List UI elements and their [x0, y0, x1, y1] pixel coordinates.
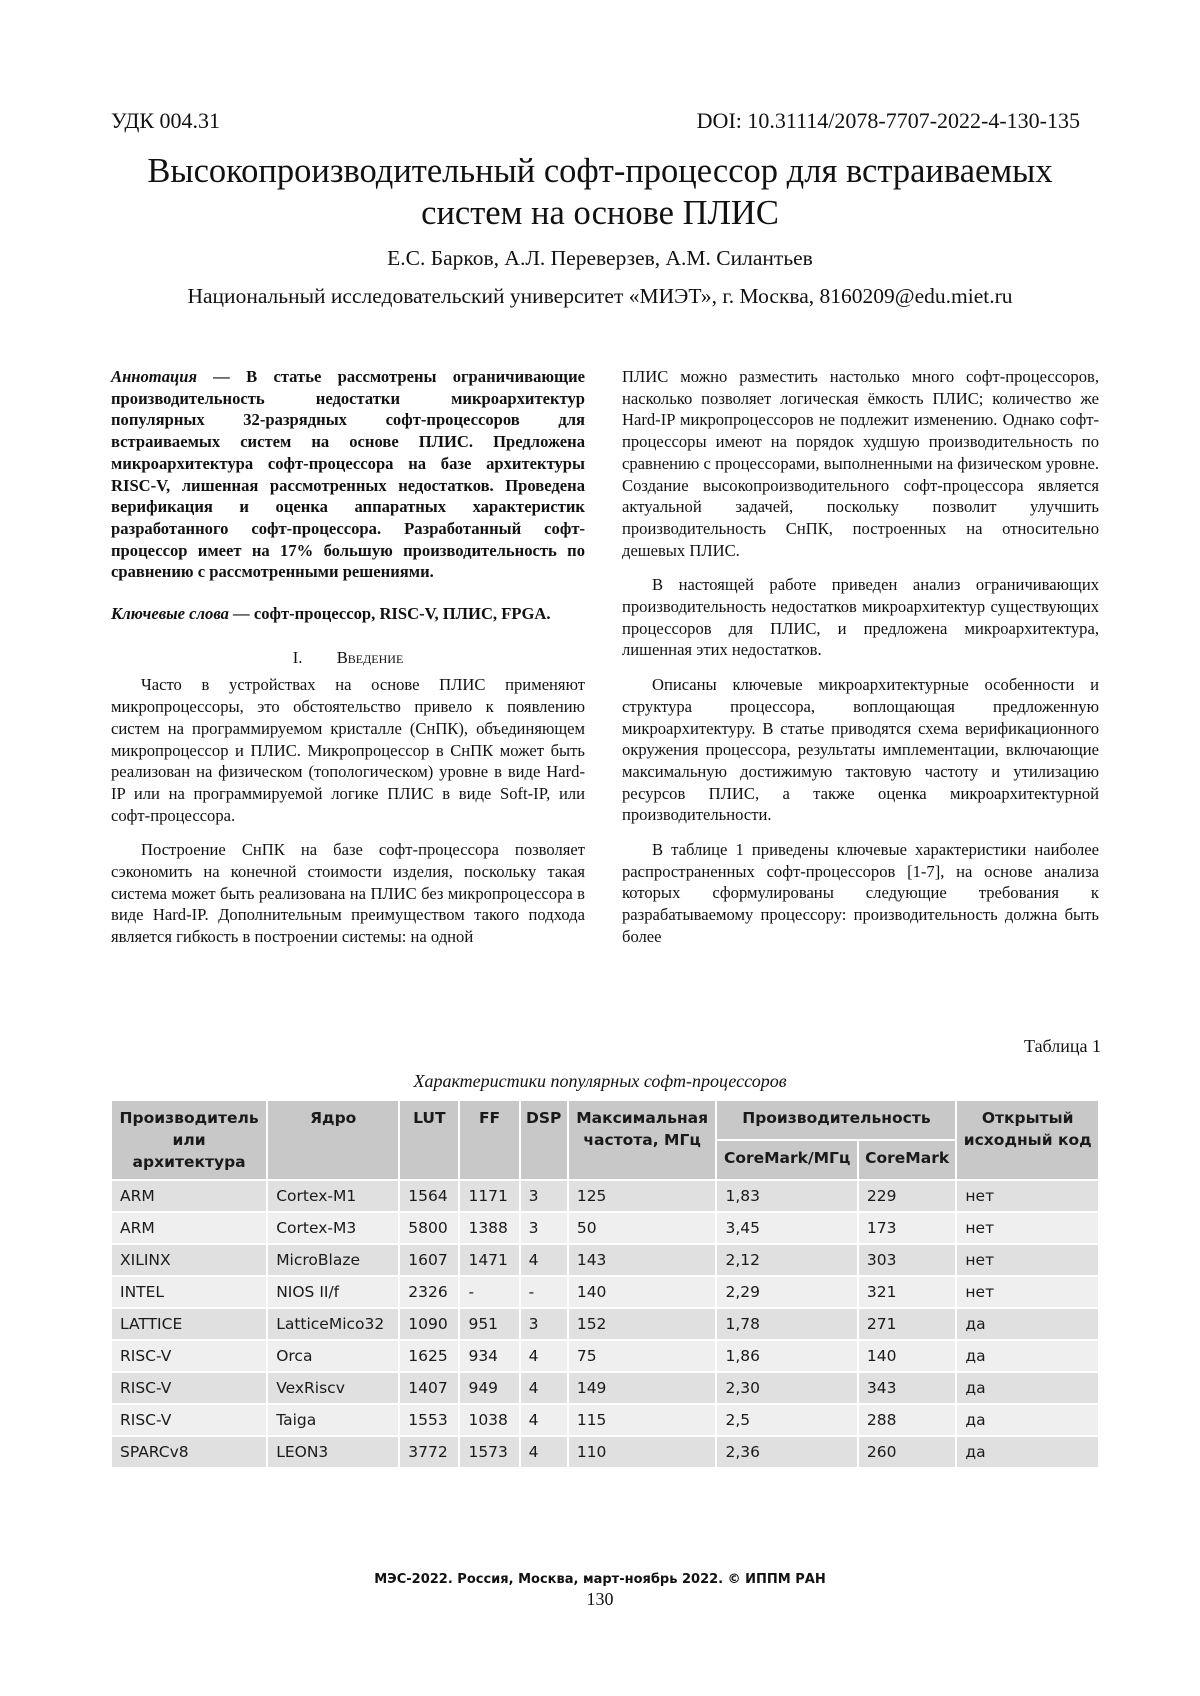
table-cell: 321 [858, 1276, 957, 1308]
table-row [111, 1308, 1099, 1340]
table-cell: RISC-V [111, 1372, 267, 1404]
table-cell: 1407 [399, 1372, 459, 1404]
header-lut: LUT [399, 1100, 459, 1180]
table-row [111, 1244, 1099, 1276]
table-cell: 152 [568, 1308, 717, 1340]
table-cell: да [956, 1372, 1099, 1404]
table-cell: 4 [520, 1244, 568, 1276]
table-cell: Cortex-M3 [267, 1212, 399, 1244]
section-number: I. [292, 647, 303, 667]
table-cell: 1171 [459, 1180, 519, 1212]
table-cell: 1388 [459, 1212, 519, 1244]
abstract-label: Аннотация — [111, 367, 230, 386]
table-cell: LATTICE [111, 1308, 267, 1340]
table-cell: 303 [858, 1244, 957, 1276]
table-cell: да [956, 1340, 1099, 1372]
footer-conference: МЭС-2022. Россия, Москва, март-ноябрь 2022. © ИППМ РАН [374, 1572, 826, 1587]
table-cell: 1607 [399, 1244, 459, 1276]
header-ff: FF [459, 1100, 519, 1180]
table-cell: 3 [520, 1308, 568, 1340]
abstract [111, 366, 585, 583]
table-cell: нет [956, 1276, 1099, 1308]
table-cell: 1090 [399, 1308, 459, 1340]
table-cell: 2,5 [716, 1404, 857, 1436]
authors: Е.С. Барков, А.Л. Переверзев, А.М. Силантьев [387, 246, 813, 270]
paragraph: Часто в устройствах на основе ПЛИС применяют микропроцессоры, это обстоятельство привело к появлению систем на программируемом кристалле (СнПК), объединяющем микропроцессор и ПЛИС. Микропроцессор в СнПК может быть реализован на физическом (топологическом) уровне в виде Hard-IP или на программируемой логике ПЛИС в виде Soft-IP, или софт-процессора. [111, 675, 585, 825]
table-cell: 1,86 [716, 1340, 857, 1372]
table-cell: да [956, 1404, 1099, 1436]
header-coremark-per-mhz: CoreMark/МГц [716, 1140, 857, 1180]
table-cell: NIOS II/f [267, 1276, 399, 1308]
table-cell: 140 [858, 1340, 957, 1372]
table-cell: 1625 [399, 1340, 459, 1372]
table-cell: MicroBlaze [267, 1244, 399, 1276]
table-row [111, 1340, 1099, 1372]
table-cell: 2,12 [716, 1244, 857, 1276]
keywords-label: Ключевые слова — [111, 604, 250, 624]
table-cell: нет [956, 1212, 1099, 1244]
page-number: 130 [586, 1589, 614, 1609]
table-cell: 1,78 [716, 1308, 857, 1340]
table-cell: 949 [459, 1372, 519, 1404]
paragraph: ПЛИС можно разместить настолько много софт-процессоров, насколько позволяет логическая ёмкость ПЛИС; количество же Hard-IP микропроцессоров не подлежит изменению. Однако софт-процессоры имеют на порядок худшую производительность по сравнению с процессорами, выполненными на физическом уровне. Создание высокопроизводительного софт-процессора является актуальной задачей, поскольку позволит улучшить производительность СнПК, построенных на относительно дешевых ПЛИС. [622, 367, 1099, 560]
header-fmax: Максимальная частота, МГц [568, 1100, 717, 1180]
table-cell: 2,36 [716, 1436, 857, 1468]
table-cell: SPARCv8 [111, 1436, 267, 1468]
table-cell: 1471 [459, 1244, 519, 1276]
table-body [111, 1180, 1099, 1468]
table-cell: нет [956, 1180, 1099, 1212]
table-cell: 271 [858, 1308, 957, 1340]
paragraph: В настоящей работе приведен анализ ограничивающих производительность недостатков микроархитектур существующих процессоров для ПЛИС, и предложена микроархитектура, лишенная этих недостатков. [622, 575, 1099, 660]
table-label: Таблица 1 [1024, 1036, 1101, 1056]
table-cell: 343 [858, 1372, 957, 1404]
table-cell: RISC-V [111, 1404, 267, 1436]
table-cell: 75 [568, 1340, 717, 1372]
table-cell: 1564 [399, 1180, 459, 1212]
table-cell: ARM [111, 1180, 267, 1212]
section-title: Введение [336, 647, 404, 667]
udk-code: УДК 004.31 [111, 108, 221, 133]
table-cell: 2326 [399, 1276, 459, 1308]
table-cell: 115 [568, 1404, 717, 1436]
header-core: Ядро [267, 1100, 399, 1180]
title-line-2: систем на основе ПЛИС [421, 194, 779, 232]
table-caption: Характеристики популярных софт-процессоров [413, 1071, 787, 1091]
table-cell: 173 [858, 1212, 957, 1244]
table-cell: 143 [568, 1244, 717, 1276]
keywords [111, 603, 585, 625]
table-cell: Taiga [267, 1404, 399, 1436]
table-cell: 951 [459, 1308, 519, 1340]
table-cell: 4 [520, 1404, 568, 1436]
left-column [111, 366, 585, 961]
table-cell: Cortex-M1 [267, 1180, 399, 1212]
table-cell: да [956, 1436, 1099, 1468]
table-cell: LEON3 [267, 1436, 399, 1468]
table-header-row [111, 1100, 1099, 1140]
table-cell: ARM [111, 1212, 267, 1244]
table-cell: XILINX [111, 1244, 267, 1276]
paper-title [60, 150, 1140, 234]
table-cell: 5800 [399, 1212, 459, 1244]
header-open-source: Открытый исходный код [956, 1100, 1099, 1180]
table-cell: нет [956, 1244, 1099, 1276]
table-cell: 1553 [399, 1404, 459, 1436]
table-cell: 2,29 [716, 1276, 857, 1308]
table-cell: - [459, 1276, 519, 1308]
table-cell: VexRiscv [267, 1372, 399, 1404]
abstract-text: В статье рассмотрены ограничивающие производительность недостатки микроархитектур популярных 32-разрядных софт-процессоров для встраиваемых систем на основе ПЛИС. Предложена микроархитектура софт-процессора на базе архитектуры RISC-V, лишенная рассмотренных недостатков. Проведена верификация и оценка аппаратных характеристик разработанного софт-процессора. Разработанный софт-процессор имеет на 17% большую производительность по сравнению с рассмотренными решениями. [111, 367, 585, 582]
table-cell: 3 [520, 1212, 568, 1244]
section-heading [111, 647, 585, 669]
paragraph: В таблице 1 приведены ключевые характеристики наиболее распространенных софт-процессоров [1-7], на основе анализа которых сформулированы следующие требования к разрабатываемому процессору: производительность должна быть более [622, 840, 1099, 946]
table-cell: 4 [520, 1340, 568, 1372]
paragraph: Описаны ключевые микроархитектурные особенности и структура процессора, воплощающая предложенную микроархитектуру. В статье приводятся схема верификационного окружения процессора, результаты имплементации, включающие максимальную достижимую тактовую частоту и утилизацию ресурсов ПЛИС, а также оценка микроархитектурной производительности. [622, 675, 1099, 825]
table-cell: - [520, 1276, 568, 1308]
soft-processor-table [110, 1099, 1100, 1469]
table-cell: 1573 [459, 1436, 519, 1468]
title-line-1: Высокопроизводительный софт-процессор для встраиваемых [147, 152, 1053, 190]
table-cell: INTEL [111, 1276, 267, 1308]
table-cell: да [956, 1308, 1099, 1340]
table-cell: 50 [568, 1212, 717, 1244]
table-row [111, 1276, 1099, 1308]
header-dsp: DSP [520, 1100, 568, 1180]
right-column [622, 366, 1099, 961]
table-cell: 260 [858, 1436, 957, 1468]
table-row [111, 1212, 1099, 1244]
table-cell: 1038 [459, 1404, 519, 1436]
table-cell: Orca [267, 1340, 399, 1372]
table-cell: 125 [568, 1180, 717, 1212]
table-row [111, 1404, 1099, 1436]
table-cell: 4 [520, 1436, 568, 1468]
affiliation: Национальный исследовательский университет «МИЭТ», г. Москва, 8160209@edu.miet.ru [187, 284, 1013, 308]
header-coremark: CoreMark [858, 1140, 957, 1180]
doi: DOI: 10.31114/2078-7707-2022-4-130-135 [696, 108, 1080, 133]
table-cell: 140 [568, 1276, 717, 1308]
table-cell: 3,45 [716, 1212, 857, 1244]
table-cell: 288 [858, 1404, 957, 1436]
table-cell: 229 [858, 1180, 957, 1212]
table-cell: LatticeMico32 [267, 1308, 399, 1340]
table-cell: 4 [520, 1372, 568, 1404]
table-cell: 1,83 [716, 1180, 857, 1212]
table-cell: 2,30 [716, 1372, 857, 1404]
paragraph: Построение СнПК на базе софт-процессора позволяет сэкономить на конечной стоимости изделия, поскольку такая система может быть реализована на ПЛИС без микропроцессора в виде Hard-IP. Дополнительным преимуществом такого подхода является гибкость в построении системы: на одной [111, 840, 585, 947]
table-cell: 3 [520, 1180, 568, 1212]
table-row [111, 1372, 1099, 1404]
table-cell: RISC-V [111, 1340, 267, 1372]
table-cell: 149 [568, 1372, 717, 1404]
table-row [111, 1436, 1099, 1468]
header-performance: Производительность [716, 1100, 956, 1140]
table-cell: 934 [459, 1340, 519, 1372]
table-cell: 3772 [399, 1436, 459, 1468]
header-vendor: Производитель или архитектура [111, 1100, 267, 1180]
table-cell: 110 [568, 1436, 717, 1468]
table-row [111, 1180, 1099, 1212]
keywords-text: софт-процессор, RISC-V, ПЛИС, FPGA. [253, 604, 551, 624]
